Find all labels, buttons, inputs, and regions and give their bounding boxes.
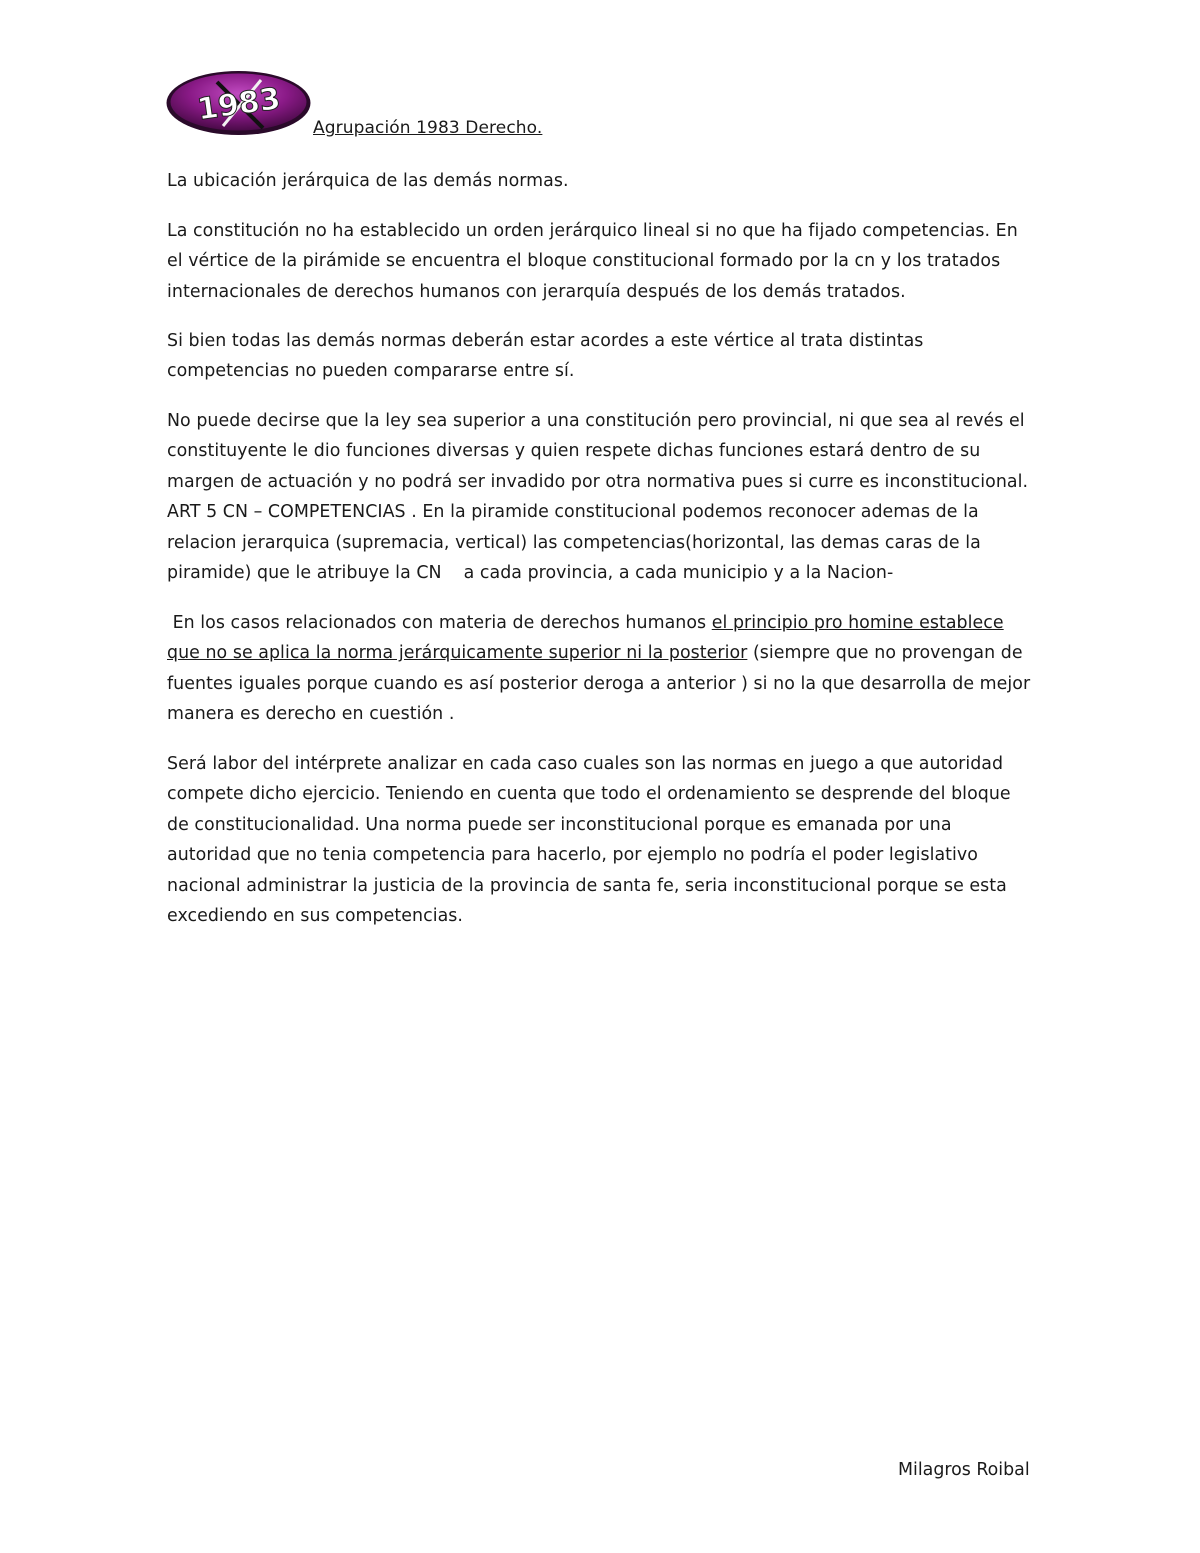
text-segment: piramide) que le atribuye la CN bbox=[167, 563, 442, 584]
paragraph-5 bbox=[167, 608, 1047, 730]
paragraph-6 bbox=[167, 749, 1047, 931]
text-line: Si bien todas las demás normas deberán estar acordes a este vértice al trata distintas bbox=[167, 331, 924, 351]
text-line: La constitución no ha establecido un orden jerárquico lineal si no que ha fijado competencias. En bbox=[167, 221, 1018, 241]
document-title: Agrupación 1983 Derecho. bbox=[313, 118, 543, 138]
text-line: competencias no pueden compararse entre sí. bbox=[167, 361, 575, 382]
text-line: excediendo en sus competencias. bbox=[167, 906, 463, 927]
agrupacion-1983-logo bbox=[165, 70, 312, 136]
text-segment: (siempre que no provengan de bbox=[747, 643, 1023, 664]
text-line: manera es derecho en cuestión . bbox=[167, 704, 455, 725]
text-line: La ubicación jerárquica de las demás normas. bbox=[167, 171, 569, 191]
underlined-text: que no se aplica la norma jerárquicamente superior ni la posterior bbox=[167, 643, 748, 664]
text-line: de constitucionalidad. Una norma puede ser inconstitucional porque es emanada por una bbox=[167, 814, 952, 835]
text-line: el vértice de la pirámide se encuentra el bloque constitucional formado por la cn y los tratados bbox=[167, 251, 1001, 272]
footer-author: Milagros Roibal bbox=[898, 1460, 1030, 1480]
text-line: fuentes iguales porque cuando es así posterior deroga a anterior ) si no la que desarrolla de mejor bbox=[167, 673, 1031, 694]
underlined-text: el principio pro homine establece bbox=[711, 613, 1004, 633]
text-line: Será labor del intérprete analizar en cada caso cuales son las normas en juego a que autoridad bbox=[167, 754, 1004, 774]
paragraph-4 bbox=[167, 406, 1047, 588]
text-line: margen de actuación y no podrá ser invadido por otra normativa pues si curre es inconstitucional. bbox=[167, 471, 1029, 492]
paragraph-subtitle bbox=[167, 166, 1047, 196]
text-line bbox=[167, 558, 1047, 588]
text-line: internacionales de derechos humanos con jerarquía después de los demás tratados. bbox=[167, 281, 906, 302]
text-line: ART 5 CN – COMPETENCIAS . En la piramide constitucional podemos reconocer ademas de la bbox=[167, 502, 979, 523]
paragraph-3 bbox=[167, 326, 1047, 387]
text-line: autoridad que no tenia competencia para hacerlo, por ejemplo no podría el poder legislativo bbox=[167, 845, 978, 866]
text-line: relacion jerarquica (supremacia, vertical) las competencias(horizontal, las demas caras de la bbox=[167, 532, 981, 553]
text-line: nacional administrar la justicia de la provincia de santa fe, seria inconstitucional porque se esta bbox=[167, 875, 1007, 896]
text-segment: a cada provincia, a cada municipio y a la Nacion- bbox=[463, 563, 894, 584]
text-segment: En los casos relacionados con materia de derechos humanos bbox=[167, 613, 712, 633]
text-line: constituyente le dio funciones diversas y quien respete dichas funciones estará dentro de su bbox=[167, 441, 981, 462]
text-line bbox=[167, 638, 1047, 668]
paragraph-2 bbox=[167, 216, 1047, 307]
text-line: compete dicho ejercicio. Teniendo en cuenta que todo el ordenamiento se desprende del bloque bbox=[167, 784, 1011, 805]
logo-text: 1983 bbox=[195, 81, 283, 128]
text-line: No puede decirse que la ley sea superior a una constitución pero provincial, ni que sea al revés el bbox=[167, 411, 1025, 431]
text-line bbox=[167, 608, 1047, 638]
